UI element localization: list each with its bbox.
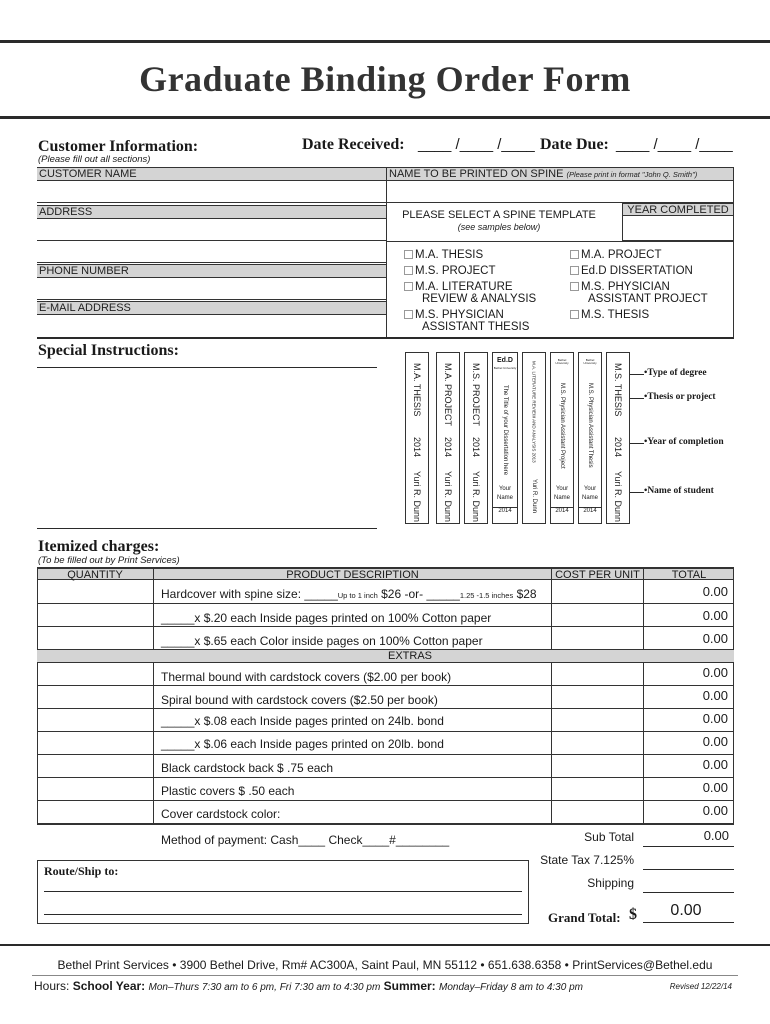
spine-sample-ms-pa-project [550, 352, 574, 524]
hardcover-price-1: $26 -or- _____ [377, 587, 460, 601]
hardcover-prefix: Hardcover with spine size: _____ [161, 587, 338, 601]
table-row [37, 686, 734, 709]
checkbox[interactable] [570, 310, 579, 319]
row-total[interactable]: 0.00 [702, 757, 728, 772]
school-year-label: School Year: [72, 979, 146, 993]
spine-degree: The Title of your Dissertation here [502, 385, 508, 476]
top-rule [0, 40, 770, 43]
revised-date: Revised 12/22/14 [669, 982, 732, 991]
spine-your: Your [583, 486, 597, 492]
route-ship-label: Route/Ship to: [44, 864, 119, 878]
row-total[interactable]: 0.00 [702, 688, 728, 703]
date-received-label: Date Received: [302, 136, 405, 153]
spine-name-input[interactable] [386, 181, 734, 203]
option-label: M.A. PROJECT [581, 249, 662, 261]
arrow-year [630, 443, 644, 444]
table-row [37, 627, 734, 650]
special-heading: Special Instructions: [38, 342, 179, 359]
label-type-degree: •Type of degree [644, 368, 707, 378]
spine-degree: M.S. PROJECT [471, 363, 481, 427]
spine-year: 2014 [493, 507, 517, 514]
subtotal-value[interactable]: 0.00 [703, 828, 729, 843]
checkbox[interactable] [404, 310, 413, 319]
extras-bar [37, 650, 734, 663]
shipping-label: Shipping [587, 876, 634, 890]
year-completed-input[interactable] [623, 216, 733, 240]
row-description: _____x $.20 each Inside pages printed on 100% Cotton paper [161, 611, 492, 625]
subtotal-line [643, 846, 734, 847]
spine-name: Yuri R. Dunn [443, 471, 453, 523]
option-label: M.S. THESIS [581, 309, 650, 321]
row-description: Cover cardstock color: [161, 807, 281, 821]
spine-name: Yuri R. Dunn [471, 471, 481, 523]
arrow-thesis-project [630, 398, 644, 399]
grand-total-line [643, 922, 734, 923]
row-total[interactable]: 0.00 [702, 665, 728, 680]
header-description: PRODUCT DESCRIPTION [153, 569, 551, 579]
spine-sample-ma-literature [522, 352, 546, 524]
spine-degree: M.A. LITERATURE REVIEW AND ANALYSIS 2013 [531, 361, 537, 463]
arrow-type-degree [630, 374, 644, 375]
option-ma-project[interactable] [570, 249, 662, 261]
option-label: M.S. PHYSICIAN [581, 281, 670, 293]
phone-label: PHONE NUMBER [37, 264, 386, 278]
address-input-1[interactable] [37, 219, 386, 241]
spine-top-2: Bethel University [555, 358, 569, 365]
spine-degree: M.S. THESIS [613, 363, 623, 417]
spine-year: 2014 [551, 507, 573, 514]
grand-total-dollar: $ [629, 906, 637, 923]
spine-name: Yuri R. Dunn [531, 479, 537, 514]
spine-name-label: NAME TO BE PRINTED ON SPINE [389, 168, 564, 180]
spine-year: 2014 [471, 437, 481, 458]
email-input[interactable] [37, 315, 386, 338]
spine-name-note: (Please print in format "John Q. Smith") [566, 170, 698, 179]
option-label-2: ASSISTANT PROJECT [588, 293, 708, 305]
option-label: M.A. THESIS [415, 249, 484, 261]
year-completed-label: YEAR COMPLETED [622, 203, 734, 216]
option-ms-pa-project[interactable] [570, 281, 708, 305]
option-label-2: ASSISTANT THESIS [422, 321, 530, 333]
spine-sample-ma-thesis [405, 352, 429, 524]
customer-heading: Customer Information: [38, 138, 199, 155]
checkbox[interactable] [404, 266, 413, 275]
row-total[interactable]: 0.00 [702, 734, 728, 749]
hardcover-size-2: 1.25 -1.5 inches [459, 591, 514, 600]
row-description: Plastic covers $ .50 each [161, 784, 295, 798]
spine-template-note: (see samples below) [457, 222, 541, 232]
row-total[interactable]: 0.00 [702, 631, 728, 646]
page-title: Graduate Binding Order Form [139, 59, 631, 99]
checkbox[interactable] [404, 282, 413, 291]
hardcover-desc [161, 587, 537, 601]
customer-note: (Please fill out all sections) [38, 154, 151, 165]
label-thesis-project: •Thesis or project [644, 392, 716, 402]
footer-rule [0, 944, 770, 946]
option-ms-pa-thesis[interactable] [404, 309, 529, 333]
option-label: M.A. LITERATURE [415, 281, 513, 293]
checkbox[interactable] [570, 282, 579, 291]
phone-input[interactable] [37, 278, 386, 300]
customer-bottom-rule [37, 337, 734, 339]
customer-name-label: CUSTOMER NAME [37, 167, 386, 181]
table-header [37, 567, 734, 580]
table-row [37, 755, 734, 778]
row-total[interactable]: 0.00 [702, 608, 728, 623]
footer-hours [34, 979, 583, 993]
customer-name-input[interactable] [37, 181, 386, 203]
row-total[interactable]: 0.00 [702, 711, 728, 726]
spine-sample-edd [492, 352, 518, 524]
spine-year: 2014 [579, 507, 601, 514]
spine-degree: M.A. PROJECT [443, 363, 453, 427]
spine-template-divider [386, 241, 734, 242]
hardcover-total[interactable]: 0.00 [702, 584, 728, 599]
row-total[interactable]: 0.00 [702, 803, 728, 818]
spine-name: Name [496, 495, 513, 501]
spine-degree: M.S. Physician Assistant Project [559, 383, 565, 469]
date-received-field[interactable]: ____ /____ /____ [418, 136, 535, 153]
option-ma-thesis[interactable] [404, 249, 483, 261]
option-label: Ed.D DISSERTATION [581, 265, 693, 277]
route-ship-input[interactable] [44, 878, 522, 918]
label-year: •Year of completion [644, 437, 724, 447]
summer-label: Summer: [383, 979, 436, 993]
itemized-heading: Itemized charges: [38, 538, 160, 555]
tax-label: State Tax 7.125% [540, 853, 634, 867]
row-description: _____x $.08 each Inside pages printed on 24lb. bond [161, 714, 444, 728]
payment-method[interactable]: Method of payment: Cash____ Check____#________ [161, 833, 450, 847]
footer-rule-2 [32, 975, 738, 976]
title-rule [0, 116, 770, 119]
itemized-note: (To be filled out by Print Services) [38, 555, 180, 566]
checkbox[interactable] [570, 266, 579, 275]
option-label-2: REVIEW & ANALYSIS [422, 293, 537, 305]
spine-template-label: PLEASE SELECT A SPINE TEMPLATE [402, 209, 596, 221]
charges-table [37, 567, 734, 825]
tax-line [643, 869, 734, 870]
date-due-label: Date Due: [540, 136, 609, 153]
option-label: M.S. PHYSICIAN [415, 309, 504, 321]
option-ms-project[interactable] [404, 265, 496, 277]
extras-label: EXTRAS [387, 650, 432, 662]
spine-your: Your [498, 486, 512, 492]
spine-name: Yuri R. Dunn [412, 471, 422, 523]
arrow-name [630, 492, 644, 493]
table-row [37, 709, 734, 732]
spine-your: Your [555, 486, 569, 492]
grand-total-label: Grand Total: [548, 910, 621, 925]
header-total: TOTAL [643, 569, 734, 579]
footer-address: Bethel Print Services • 3900 Bethel Drive, Rm# AC300A, Saint Paul, MN 55112 • 651.638.6358 • PrintServices@Bethel.edu [57, 958, 713, 972]
table-row [37, 604, 734, 627]
spine-top-2: Bethel University [583, 358, 597, 365]
spine-name: Name [553, 495, 570, 501]
address-input-2[interactable] [37, 241, 386, 263]
date-due-field[interactable]: ____ /____ /____ [616, 136, 733, 153]
option-edd-dissertation[interactable] [570, 265, 693, 277]
hardcover-price-2: $28 [513, 587, 537, 601]
spine-sample-ms-project [464, 352, 488, 524]
checkbox[interactable] [570, 250, 579, 259]
grand-total-value[interactable]: 0.00 [670, 902, 702, 919]
table-row [37, 663, 734, 686]
spine-sample-ms-pa-thesis [578, 352, 602, 524]
spine-year: 2014 [412, 437, 422, 458]
spine-name: Yuri R. Dunn [613, 471, 623, 523]
spine-top-2: Bethel University [493, 366, 517, 370]
table-row-hardcover [37, 580, 734, 604]
option-label: M.S. PROJECT [415, 265, 496, 277]
spine-name: Name [581, 495, 598, 501]
subtotal-label: Sub Total [584, 830, 634, 844]
email-label: E-MAIL ADDRESS [37, 301, 386, 315]
row-description: _____x $.06 each Inside pages printed on 20lb. bond [161, 737, 444, 751]
spine-degree: M.S. Physician Assistant Thesis [587, 383, 593, 468]
row-description: Black cardstock back $ .75 each [161, 761, 334, 775]
spine-sample-ma-project [436, 352, 460, 524]
spine-top: Ed.D [497, 357, 513, 364]
header-cost: COST PER UNIT [551, 569, 643, 579]
row-description: _____x $.65 each Color inside pages on 100% Cotton paper [161, 634, 483, 648]
address-label: ADDRESS [37, 205, 386, 219]
spine-sample-ms-thesis [606, 352, 630, 524]
summer-hours: Monday–Friday 8 am to 4:30 pm [439, 982, 583, 993]
spine-year: 2014 [613, 437, 623, 458]
label-name: •Name of student [644, 486, 714, 496]
hardcover-size-1: Up to 1 inch [337, 591, 378, 600]
row-description: Spiral bound with cardstock covers ($2.50 per book) [161, 693, 438, 707]
special-instructions-input[interactable] [37, 368, 377, 528]
row-description: Thermal bound with cardstock covers ($2.00 per book) [161, 670, 452, 684]
table-row [37, 778, 734, 801]
shipping-line [643, 892, 734, 893]
spine-year: 2014 [443, 437, 453, 458]
spine-degree: M.A. THESIS [412, 363, 422, 417]
school-year-hours: Mon–Thurs 7:30 am to 6 pm, Fri 7:30 am to 4:30 pm [148, 982, 381, 993]
option-ma-literature[interactable] [404, 281, 536, 305]
option-ms-thesis[interactable] [570, 309, 649, 321]
table-row [37, 801, 734, 825]
checkbox[interactable] [404, 250, 413, 259]
spine-name-label-bar [386, 167, 734, 181]
table-row [37, 732, 734, 755]
hours-label: Hours: [34, 979, 70, 993]
row-total[interactable]: 0.00 [702, 780, 728, 795]
header-quantity: QUANTITY [67, 569, 123, 581]
special-line-2 [37, 528, 377, 529]
